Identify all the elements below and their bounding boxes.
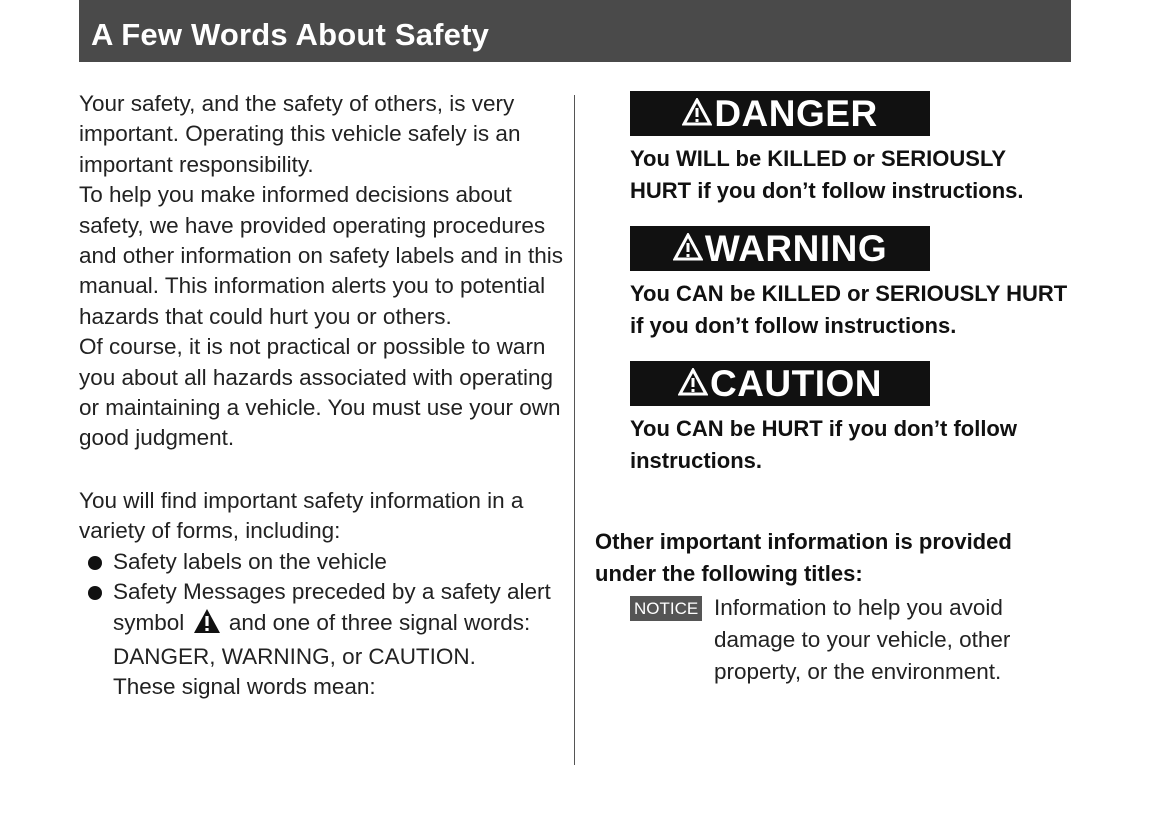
list-item-text: Safety Messages preceded by a safety alert symbol bbox=[113, 579, 551, 635]
signal-words-line: DANGER, WARNING, or CAUTION. bbox=[113, 643, 476, 669]
warning-message: You CAN be KILLED or SERIOUSLY HURT if you don’t follow instructions. bbox=[630, 281, 1068, 338]
danger-message: You WILL be KILLED or SERIOUSLY HURT if you don’t follow instructions. bbox=[630, 146, 1024, 203]
header-bar bbox=[79, 0, 1071, 62]
other-info-heading: Other important information is provided under the following titles: bbox=[595, 529, 1012, 586]
warning-label-text: WARNING bbox=[704, 227, 888, 269]
column-divider bbox=[574, 95, 575, 765]
left-column bbox=[79, 89, 564, 703]
page-title: A Few Words About Safety bbox=[91, 17, 490, 52]
list-item bbox=[79, 547, 564, 577]
forms-list bbox=[79, 547, 564, 703]
paragraph-decisions: To help you make informed decisions about safety, we have provided operating procedures and other information on safety labels and in this manual. This information alerts you to potential hazards that could hurt you or others. bbox=[79, 182, 564, 329]
warning-triangle-icon bbox=[682, 93, 714, 135]
spacer bbox=[79, 454, 564, 486]
paragraph-judgment: Of course, it is not practical or possible to warn you about all hazards associated with operating or maintaining a vehicle. You must use your own good judgment. bbox=[79, 334, 561, 451]
warning-triangle-icon bbox=[193, 608, 221, 642]
notice-text: Information to help you avoid damage to your vehicle, other property, or the environment. bbox=[714, 595, 1011, 684]
signal-words-mean: These signal words mean: bbox=[113, 674, 376, 700]
bullet-dot-icon bbox=[88, 586, 102, 600]
caution-message: You CAN be HURT if you don’t follow instructions. bbox=[630, 416, 1017, 473]
danger-label bbox=[630, 91, 930, 136]
caution-label bbox=[630, 361, 930, 406]
warning-label bbox=[630, 226, 930, 271]
list-item-text: Safety labels on the vehicle bbox=[113, 548, 387, 574]
paragraph-intro: Your safety, and the safety of others, is very important. Operating this vehicle safely is an important responsibility. bbox=[79, 91, 521, 177]
notice-badge: NOTICE bbox=[630, 596, 702, 621]
caution-label-text: CAUTION bbox=[709, 362, 883, 404]
list-item bbox=[79, 577, 564, 703]
danger-label-text: DANGER bbox=[714, 92, 878, 134]
list-item-text-cont: and one of three signal words: bbox=[228, 609, 531, 635]
warning-triangle-icon bbox=[673, 228, 705, 270]
bullet-dot-icon bbox=[88, 556, 102, 570]
paragraph-forms: You will find important safety information in a variety of forms, including: bbox=[79, 487, 524, 544]
warning-triangle-icon bbox=[678, 363, 710, 405]
